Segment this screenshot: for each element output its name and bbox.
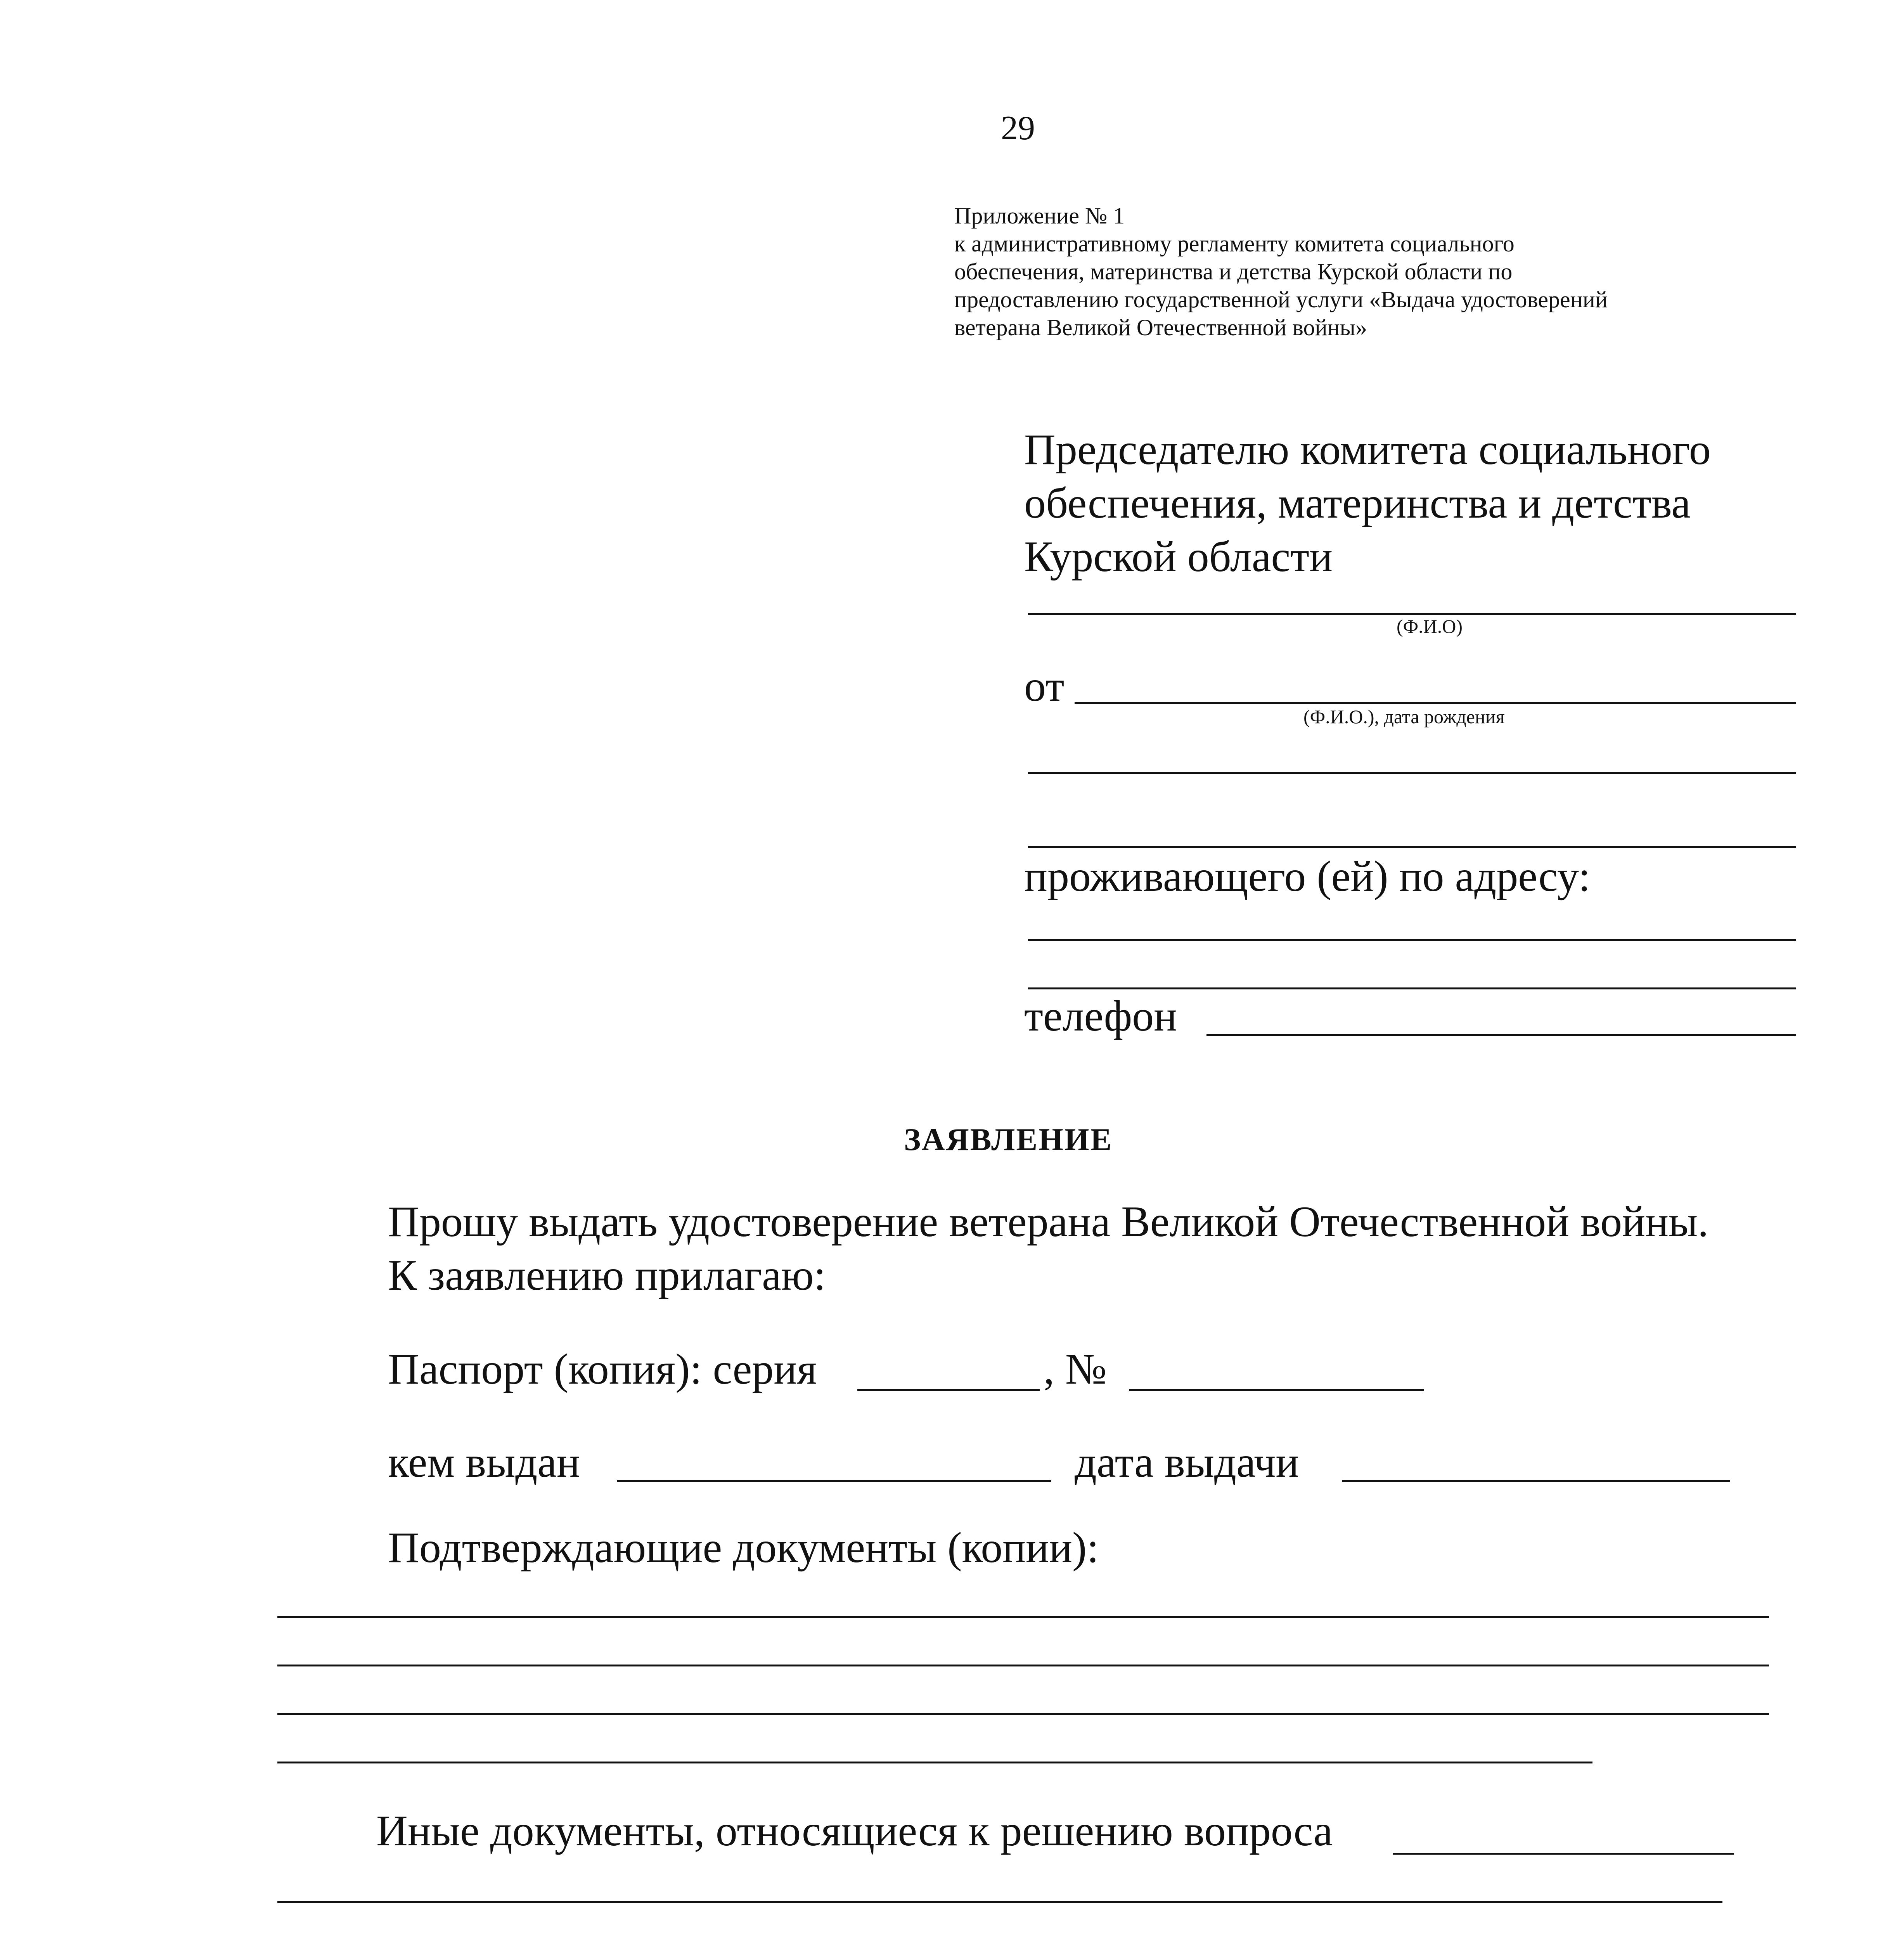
request-line: К заявлению прилагаю:: [388, 1251, 826, 1299]
request-line: Прошу выдать удостоверение ветерана Великой Отечественной войны.: [388, 1198, 1709, 1246]
addressee-line: Председателю комитета социального: [1024, 426, 1711, 474]
request-text: [388, 1195, 1708, 1302]
address-field[interactable]: [1028, 939, 1796, 941]
appendix-line: к административному регламенту комитета социального: [954, 231, 1515, 256]
confirming-docs-field-3[interactable]: [277, 1713, 1769, 1715]
appendix-header: [954, 202, 1608, 341]
addressee-block: [1024, 423, 1711, 584]
other-docs-field[interactable]: [1393, 1853, 1734, 1855]
applicant-extra-field-2[interactable]: [1028, 846, 1796, 848]
issue-date-label: дата выдачи: [1075, 1438, 1299, 1486]
confirming-docs-label: Подтверждающие документы (копии):: [388, 1524, 1099, 1572]
appendix-line: обеспечения, материнства и детства Курской области по: [954, 259, 1513, 284]
other-docs-label: Иные документы, относящиеся к решению вопроса: [376, 1807, 1333, 1855]
confirming-docs-field-1[interactable]: [277, 1616, 1769, 1618]
fio-caption: (Ф.И.О): [1397, 615, 1463, 637]
address-label: проживающего (ей) по адресу:: [1024, 852, 1591, 901]
issued-by-field[interactable]: [617, 1480, 1051, 1482]
applicant-extra-field[interactable]: [1028, 772, 1796, 774]
confirming-docs-field-4[interactable]: [277, 1762, 1592, 1763]
confirming-docs-field-2[interactable]: [277, 1665, 1769, 1666]
appendix-line: предоставлению государственной услуги «Выдача удостоверений: [954, 287, 1608, 312]
passport-number-field[interactable]: [1129, 1389, 1424, 1391]
applicant-fio-field[interactable]: [1075, 702, 1796, 704]
addressee-line: обеспечения, материнства и детства: [1024, 479, 1691, 527]
issue-date-field[interactable]: [1342, 1480, 1730, 1482]
appendix-line: ветерана Великой Отечественной войны»: [954, 315, 1367, 340]
from-caption: (Ф.И.О.), дата рождения: [1303, 706, 1505, 728]
other-docs-field-2[interactable]: [277, 1901, 1722, 1903]
phone-label: телефон: [1024, 992, 1177, 1040]
passport-series-field[interactable]: [857, 1389, 1040, 1391]
passport-number-label: , №: [1044, 1345, 1107, 1393]
phone-field[interactable]: [1206, 1034, 1796, 1036]
page-number: 29: [1001, 109, 1035, 147]
document-title: ЗАЯВЛЕНИЕ: [904, 1122, 1113, 1157]
addressee-line: Курской области: [1024, 533, 1333, 581]
issued-by-label: кем выдан: [388, 1438, 580, 1486]
from-label: от: [1024, 662, 1065, 710]
appendix-line: Приложение № 1: [954, 203, 1125, 229]
passport-label: Паспорт (копия): серия: [388, 1345, 817, 1393]
